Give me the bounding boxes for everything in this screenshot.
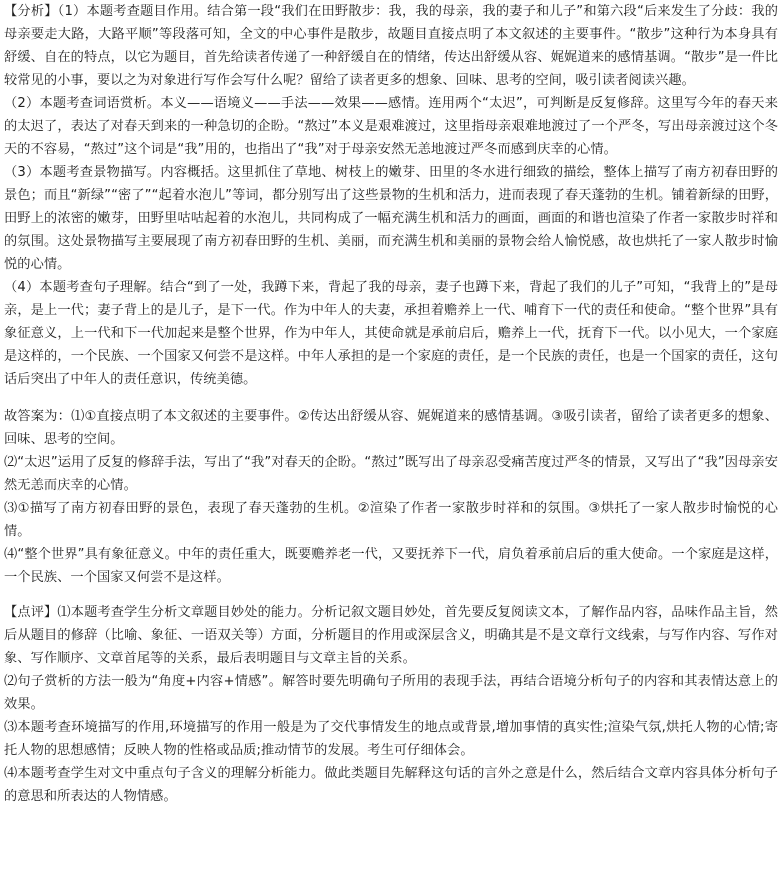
analysis-paragraph-4: （4）本题考查句子理解。结合“到了一处，我蹲下来，背起了我的母亲，妻子也蹲下来，背起了我们的儿子”可知，“我背上的”是母亲，是上一代；妻子背上的是儿子，是下一代。作为中年人的夫妻，承担着赡养上一代、哺育下一代的责任和使命。“整个世界”具有象征意义，上一代和下一代加起来是整个世界，作为中年人，其使命就是承前启后，赡养上一代，抚育下一代。以小见大，一个家庭是这样的，一个民族、一个国家又何尝不是这样。中年人承担的是一个家庭的责任，是一个民族的责任，也是一个国家的责任，这句话后突出了中年人的责任意识，传统美德。 (4, 280, 778, 387)
answer-paragraph-4: ⑷“整个世界”具有象征意义。中年的责任重大，既要赡养老一代，又要抚养下一代，肩负着承前启后的重大使命。一个家庭是这样，一个民族、一个国家又何尝不是这样。 (4, 547, 778, 585)
comment-paragraph-4: ⑷本题考查学生对文中重点句子含义的理解分析能力。做此类题目先解释这句话的言外之意是什么，然后结合文章内容具体分析句子的意思和所表达的人物情感。 (4, 766, 778, 804)
section-divider-space (4, 391, 778, 405)
analysis-section (4, 0, 778, 391)
comment-paragraph-2: ⑵句子赏析的方法一般为“角度+内容+情感”。解答时要先明确句子所用的表现手法，再结合语境分析句子的内容和其表情达意上的效果。 (4, 674, 778, 712)
section-divider-space (4, 589, 778, 601)
analysis-paragraph-2: （2）本题考查词语赏析。本义——语境义——手法——效果——感情。连用两个“太迟”，可判断是反复修辞。这里写今年的春天来的太迟了，表达了对春天到来的一种急切的企盼。“熬过”本义是艰难渡过，这里指母亲艰难地渡过了一个严冬，写出母亲渡过这个冬天的不容易，“熬过”这个词是“我”用的，也指出了“我”对于母亲安然无恙地渡过严冬而感到庆幸的心情。 (4, 96, 778, 157)
answer-paragraph-1: 故答案为：⑴①直接点明了本文叙述的主要事件。②传达出舒缓从容、娓娓道来的感情基调。③吸引读者，留给了读者更多的想象、回味、思考的空间。 (4, 409, 778, 447)
comment-paragraph-3: ⑶本题考查环境描写的作用,环境描写的作用一般是为了交代事情发生的地点或背景,增加事情的真实性;渲染气氛,烘托人物的心情;寄托人物的思想感情；反映人物的性格或品质;推动情节的发展。考生可仔细体会。 (4, 720, 778, 758)
comment-section (4, 601, 778, 808)
analysis-paragraph-1: 【分析】（1）本题考查题目作用。结合第一段“我们在田野散步：我，我的母亲，我的妻子和儿子”和第六段“后来发生了分歧：我的母亲要走大路，大路平顺”等段落可知，全文的中心事件是散步，故题目直接点明了本文叙述的主要事件。“散步”这种行为本身具有舒缓、自在的特点，以它为题目，首先给读者传递了一种舒缓自在的情绪，传达出舒缓从容、娓娓道来的感情基调。“散步”是一件比较常见的小事，要以之为对象进行写作会写什么呢？留给了读者更多的想象、回味、思考的空间，吸引读者阅读兴趣。 (4, 4, 778, 88)
analysis-paragraph-3: （3）本题考查景物描写。内容概括。这里抓住了草地、树枝上的嫩芽、田里的冬水进行细致的描绘，整体上描写了南方初春田野的景色；而且“新绿”“密了”“起着水泡儿”等词，都分别写出了这些景物的生机和活力，进而表现了春天蓬勃的生机。铺着新绿的田野，田野上的浓密的嫩芽，田野里咕咕起着的水泡儿，共同构成了一幅充满生机和活力的画面，画面的和谐也渲染了作者一家散步时祥和的氛围。这处景物描写主要展现了南方初春田野的生机、美丽，而充满生机和美丽的景物会给人愉悦感，故也烘托了一家人散步时愉悦的心情。 (4, 165, 778, 272)
comment-paragraph-1: 【点评】⑴本题考查学生分析文章题目妙处的能力。分析记叙文题目妙处，首先要反复阅读文本，了解作品内容，品味作品主旨，然后从题目的修辞（比喻、象征、一语双关等）方面，分析题目的作用或深层含义，明确其是不是文章行文线索，与写作内容、写作对象、写作顺序、文章首尾等的关系，最后表明题目与文章主旨的关系。 (4, 605, 778, 666)
answer-paragraph-3: ⑶①描写了南方初春田野的景色，表现了春天蓬勃的生机。②渲染了作者一家散步时祥和的氛围。③烘托了一家人散步时愉悦的心情。 (4, 501, 778, 539)
answer-section (4, 405, 778, 589)
answer-paragraph-2: ⑵“太迟”运用了反复的修辞手法，写出了“我”对春天的企盼。“熬过”既写出了母亲忍受痛苦度过严冬的情景，又写出了“我”因母亲安然无恙而庆幸的心情。 (4, 455, 778, 493)
